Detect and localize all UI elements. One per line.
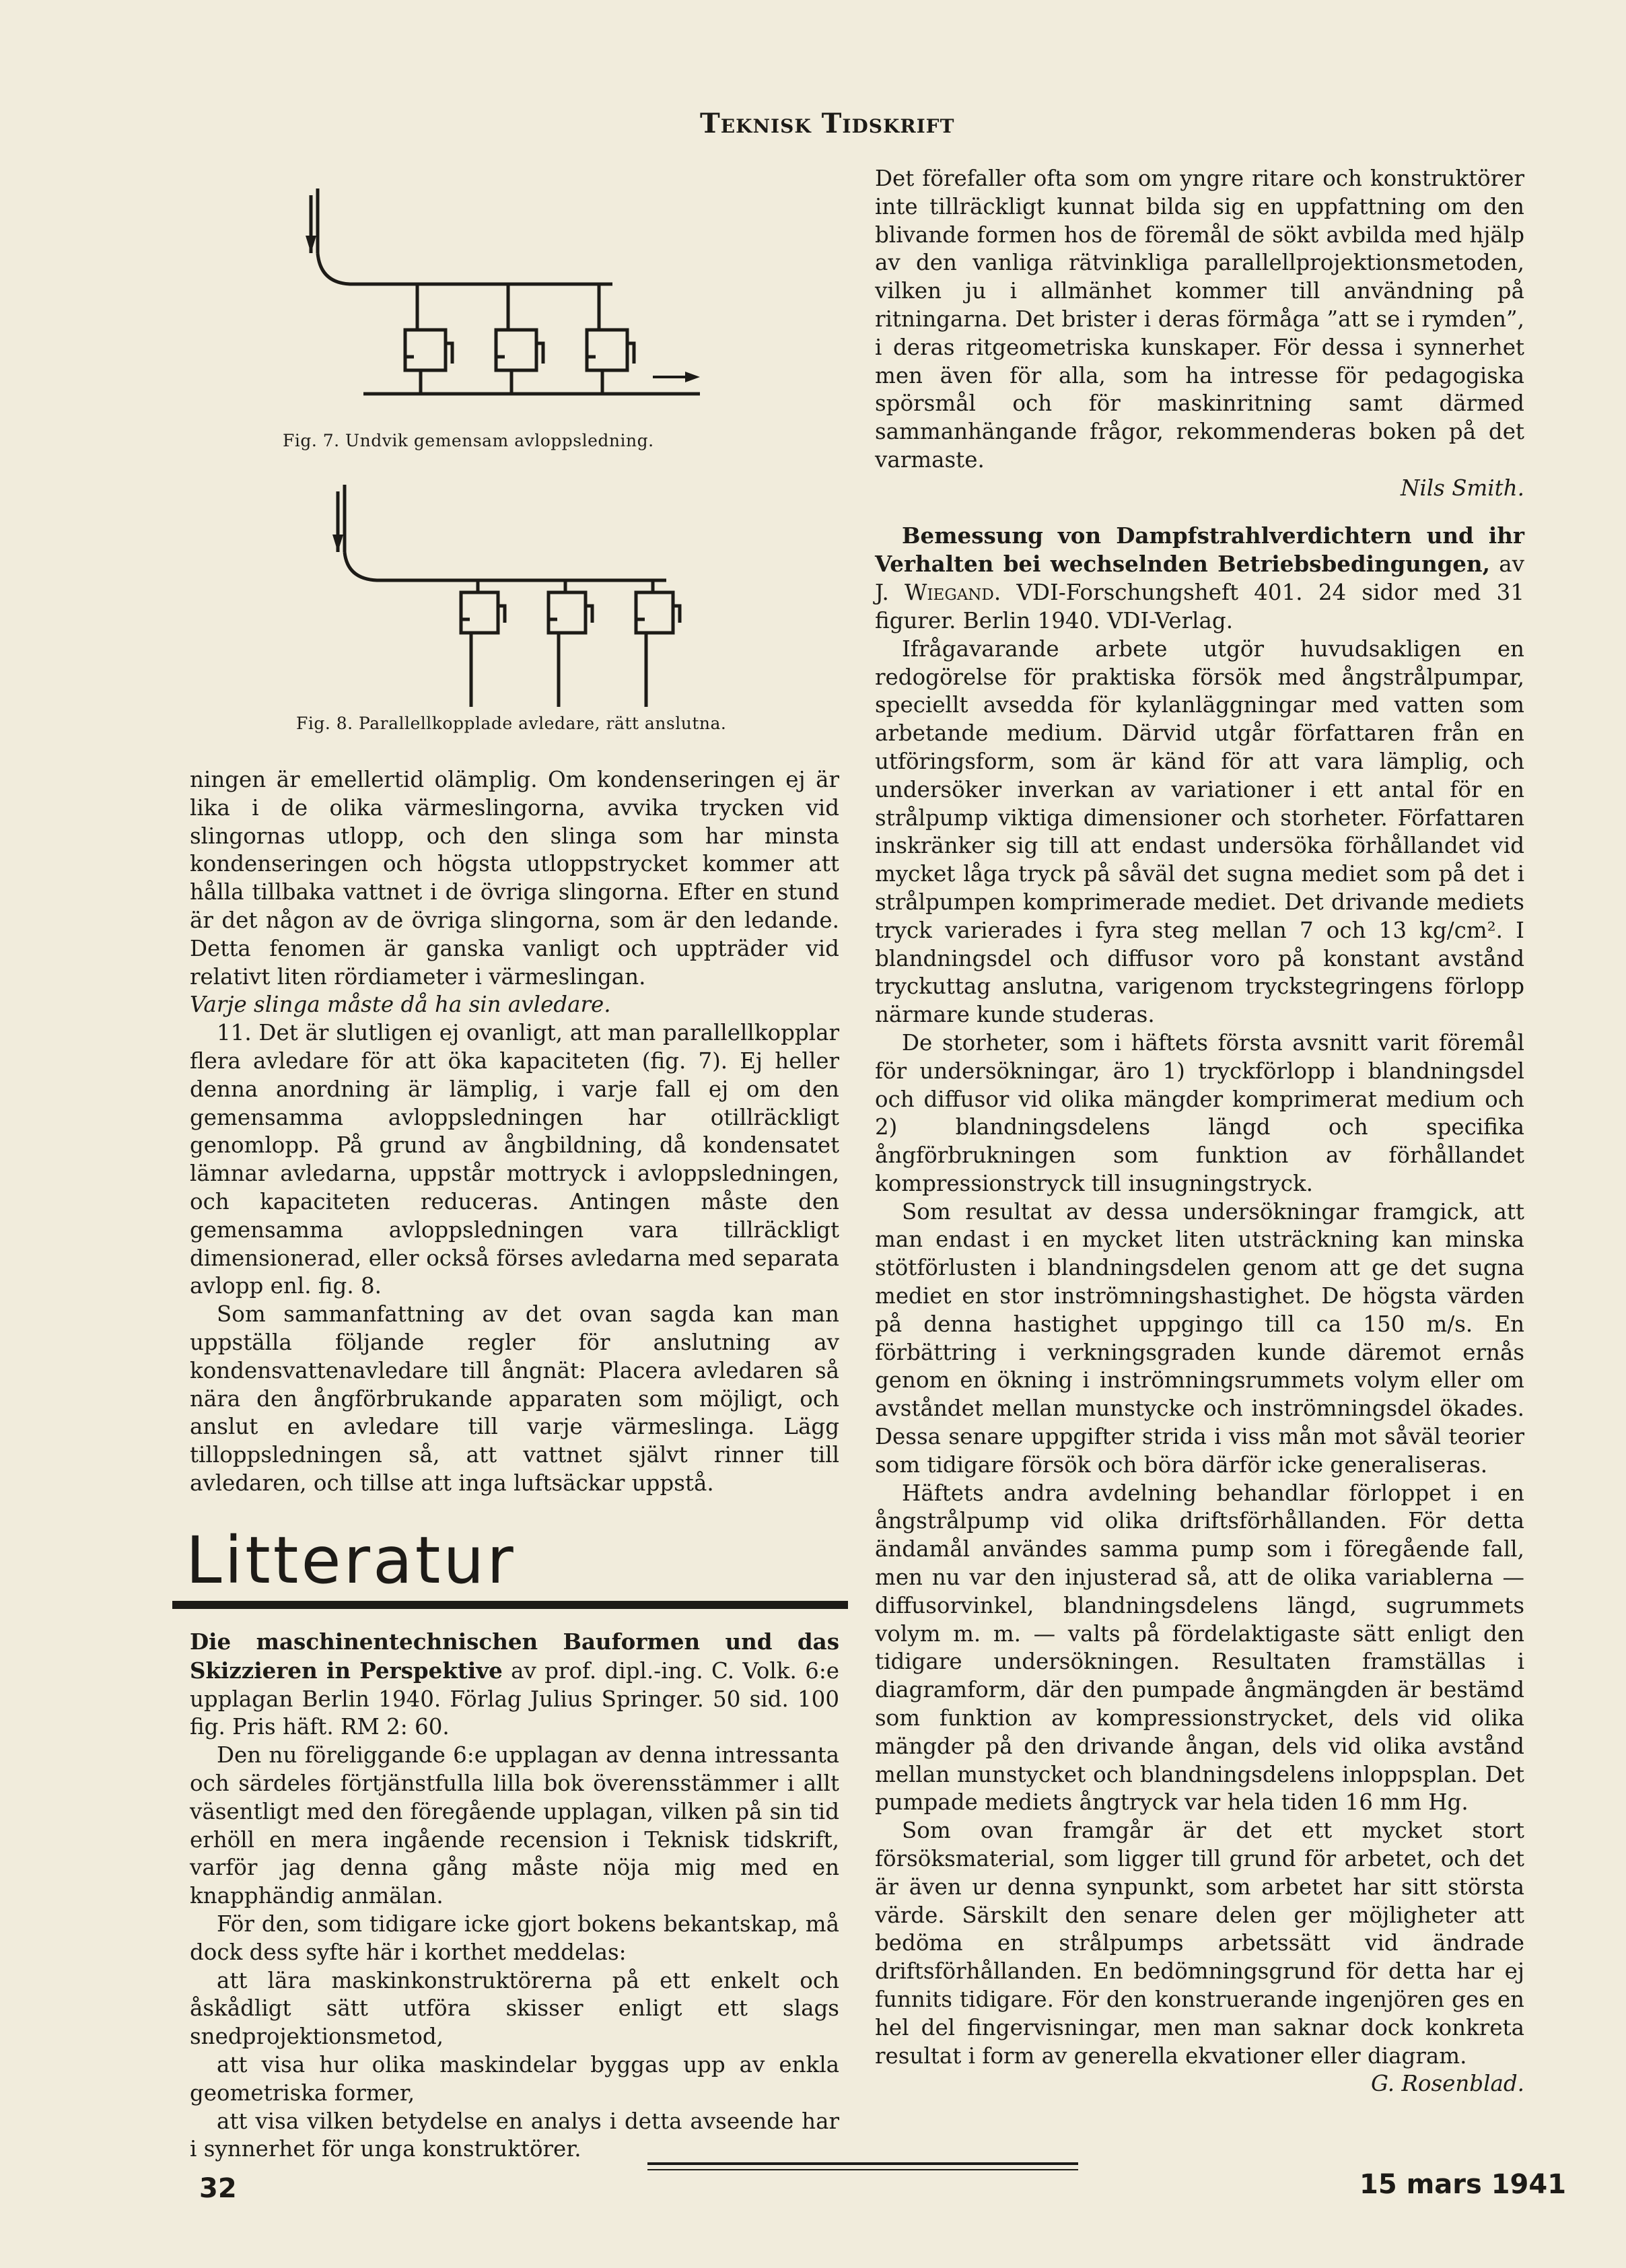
review-2-author: Wiegand (905, 580, 994, 606)
paragraph: Varje slinga måste då ha sin avledare. (190, 992, 611, 1018)
issue-date: 15 mars 1941 (1359, 2169, 1567, 2200)
section-title: Litteratur (186, 1523, 516, 1598)
review-2-heading (875, 522, 1524, 635)
signature: Nils Smith. (1400, 475, 1524, 501)
review-2-author-prefix: av J. (875, 551, 1524, 606)
paragraph: Det förefaller ofta som om yngre ritare och konstruktörer inte tillräckligt kunnat bilda sig en uppfattning om den blivande formen hos de föremål de sökt avbilda med hjälp av den vanliga rätvinkliga parallellprojektionsmetoden, vilken ju i allmänhet kommer till användning på ritningarna. Det brister i deras förmåga ”att se i rymden”, i deras ritgeometriska kunskaper. För dessa i synnerhet men även för alla, som ha intresse för pedagogiska spörsmål och för maskinritning samt därmed sammanhängande frågor, rekommenderas boken på det varmaste. (875, 166, 1524, 473)
page-number: 32 (199, 2173, 237, 2204)
right-column (875, 165, 1524, 2098)
paragraph: De storheter, som i häftets första avsnitt varit föremål för undersökningar, äro 1) tryckförlopp i blandningsdel och diffusor vid olika mängder komprimerat medium och 2) blandningsdelens längd och specifika ångförbrukningen som funktion av förhållandet kompressionstryck till insugningstryck. (875, 1029, 1524, 1196)
paragraph: Den nu föreliggande 6:e upplagan av denna intressanta och särdeles förtjänstfulla lilla bok överensstämmer i allt väsentligt med den föregående upplagan, vilken på sin tid erhöll en mera ingående recension i Teknisk tidskrift, varför jag denna gång måste nöja mig med en knapphändig anmälan. (190, 1742, 839, 1909)
footer-rule (647, 2162, 1078, 2165)
running-head: Teknisk Tidskrift (700, 108, 955, 139)
figure-7-diagram (296, 188, 727, 417)
paragraph: Som ovan framgår är det ett mycket stort försöksmaterial, som ligger till grund för arbetet, och det är även ur denna synpunkt, som arbetet har sitt största värde. Särskilt den senare delen ger möjligheter att bedöma en strålpumps arbetssätt vid ändrade driftsförhållanden. En bedömningsgrund för detta har ej funnits tidigare. För den konstruerande ingenjören ges en hel del fingervisningar, men man saknar dock konkreta resultat i form av generella ekvationer eller diagram. (875, 1818, 1524, 2069)
review-1-meta: av prof. dipl.-ing. C. Volk. 6:e upplagan Berlin 1940. Förlag Julius Springer. 50 sid. 100 fig. Pris häft. RM 2: 60. (190, 1657, 839, 1740)
figure-8-caption: Fig. 8. Parallellkopplade avledare, rätt anslutna. (296, 714, 727, 733)
paragraph: För den, som tidigare icke gjort bokens bekantskap, må dock dess syfte här i korthet meddelas: (190, 1911, 839, 1965)
paragraph: Som resultat av dessa undersökningar framgick, att man endast i en mycket liten utsträckning kan minska stötförlusten i blandningsdelen genom att ge det sugna mediet en stor inströmningshastighet. De högsta värden på denna hastighet uppgingo till ca 150 m/s. En förbättring i verkningsgraden kunde däremot ernås genom en ökning i inströmningsrummets volym eller om avståndet mellan munstycke och inströmningsdel ökades. Dessa senare uppgifter strida i viss mån mot såväl teorier som tidigare försök och böra därför icke generaliseras. (875, 1198, 1524, 1478)
figure-7 (296, 188, 727, 417)
footer-rule (647, 2169, 1078, 2170)
paragraph: Ifrågavarande arbete utgör huvudsakligen en redogörelse för praktiska försök med ångstrålpumpar, speciellt avsedda för kylanläggningar med vatten som arbetande medium. Därvid utgår författaren från en utföringsform, som är känd för att vara lämplig, och undersöker inverkan av variationer i ett antal för en strålpump viktiga dimensioner och storheter. Författaren inskränker sig till att endast undersöka förhållandet vid mycket låga tryck på såväl det sugna mediet som på det i strålpumpen komprimerade mediet. Det drivande mediets tryck varierades i fyra steg mellan 7 och 13 kg/cm². I blandningsdel och diffusor voro på konstant avstånd tryckuttag anslutna, varigenom tryckstegringens förlopp närmare kunde studeras. (875, 635, 1524, 1028)
paragraph: ningen är emellertid olämplig. Om kondenseringen ej är lika i de olika värmeslingorna, avvika trycken vid slingornas utlopp, och den slinga som har minsta kondenseringen och högsta utloppstrycket kommer att hålla tillbaka vattnet i de övriga slingorna. Efter en stund är det någon av de övriga slingorna, som är den ledande. Detta fenomen är ganska vanligt och uppträder vid relativt liten rördiameter i värmeslingan. (190, 767, 839, 990)
paragraph: Häftets andra avdelning behandlar förloppet i en ångstrålpump vid olika driftsförhållanden. För detta ändamål användes samma pump som i föregående fall, men nu var den injusterad så, att de olika variablerna — diffusorvinkel, blandningsdelens längd, sugrummets volym m. m. — valts på fördelaktigaste sätt enligt den tidigare undersökningen. Resultaten framställas i diagramform, där den pumpade ångmängden är bestämd som funktion av kompressionstrycket, dels vid olika mängder på den drivande ångan, dels vid olika avstånd mellan munstycket och blandningsdelens inloppsplan. Det pumpade mediets ångtryck var hela tiden 16 mm Hg. (875, 1480, 1524, 1816)
signature: G. Rosenblad. (1370, 2071, 1524, 2097)
list-item: att lära maskinkonstruktörerna på ett enkelt och åskådligt sätt utföra skisser enligt ett slags snedprojektionsmetod, (190, 1967, 839, 2050)
review-2-title: Bemessung von Dampfstrahlverdichtern und ihr Verhalten bei wechselnden Betriebsbedingungen, (875, 522, 1524, 578)
left-column (190, 766, 839, 1498)
paragraph: 11. Det är slutligen ej ovanligt, att man parallellkopplar flera avledare för att öka kapaciteten (fig. 7). Ej heller denna anordning är lämplig, i varje fall ej om den gemensamma avloppsledningen har otillräckligt genomlopp. På grund av ångbildning, då kondensatet lämnar avledarna, uppstår mottryck i avloppsledningen, och kapaciteten reduceras. Antingen måste den gemensamma avloppsledningen vara tillräckligt dimensionerad, eller också förses avledarna med separata avlopp enl. fig. 8. (190, 1020, 839, 1299)
list-item: att visa hur olika maskindelar byggas upp av enkla geometriska former, (190, 2051, 839, 2106)
section-rule (172, 1601, 848, 1609)
review-2-meta: . VDI-Forschungsheft 401. 24 sidor med 31 figurer. Berlin 1940. VDI-Verlag. (875, 580, 1524, 633)
paragraph: Som sammanfattning av det ovan sagda kan man uppställa följande regler för anslutning av kondensvattenavledare till ångnät: Placera avledaren så nära den ångförbrukande apparaten som möjligt, och anslut en avledare till varje värmeslinga. Lägg tilloppsledningen så, att vattnet självt rinner till avledaren, och tillse att inga luftsäckar uppstå. (190, 1301, 839, 1496)
list-item: att visa vilken betydelse en analys i detta avseende har i synnerhet för unga konstruktörer. (190, 2108, 839, 2162)
figure-8-diagram (323, 485, 700, 707)
review-1-title: Die maschinentechnischen Bauformen und das Skizzieren in Perspektive (190, 1628, 839, 1684)
figure-8 (323, 485, 700, 707)
review-1-heading (190, 1628, 839, 1742)
figure-7-caption: Fig. 7. Undvik gemensam avloppsledning. (283, 431, 654, 450)
review-1 (190, 1628, 839, 2164)
